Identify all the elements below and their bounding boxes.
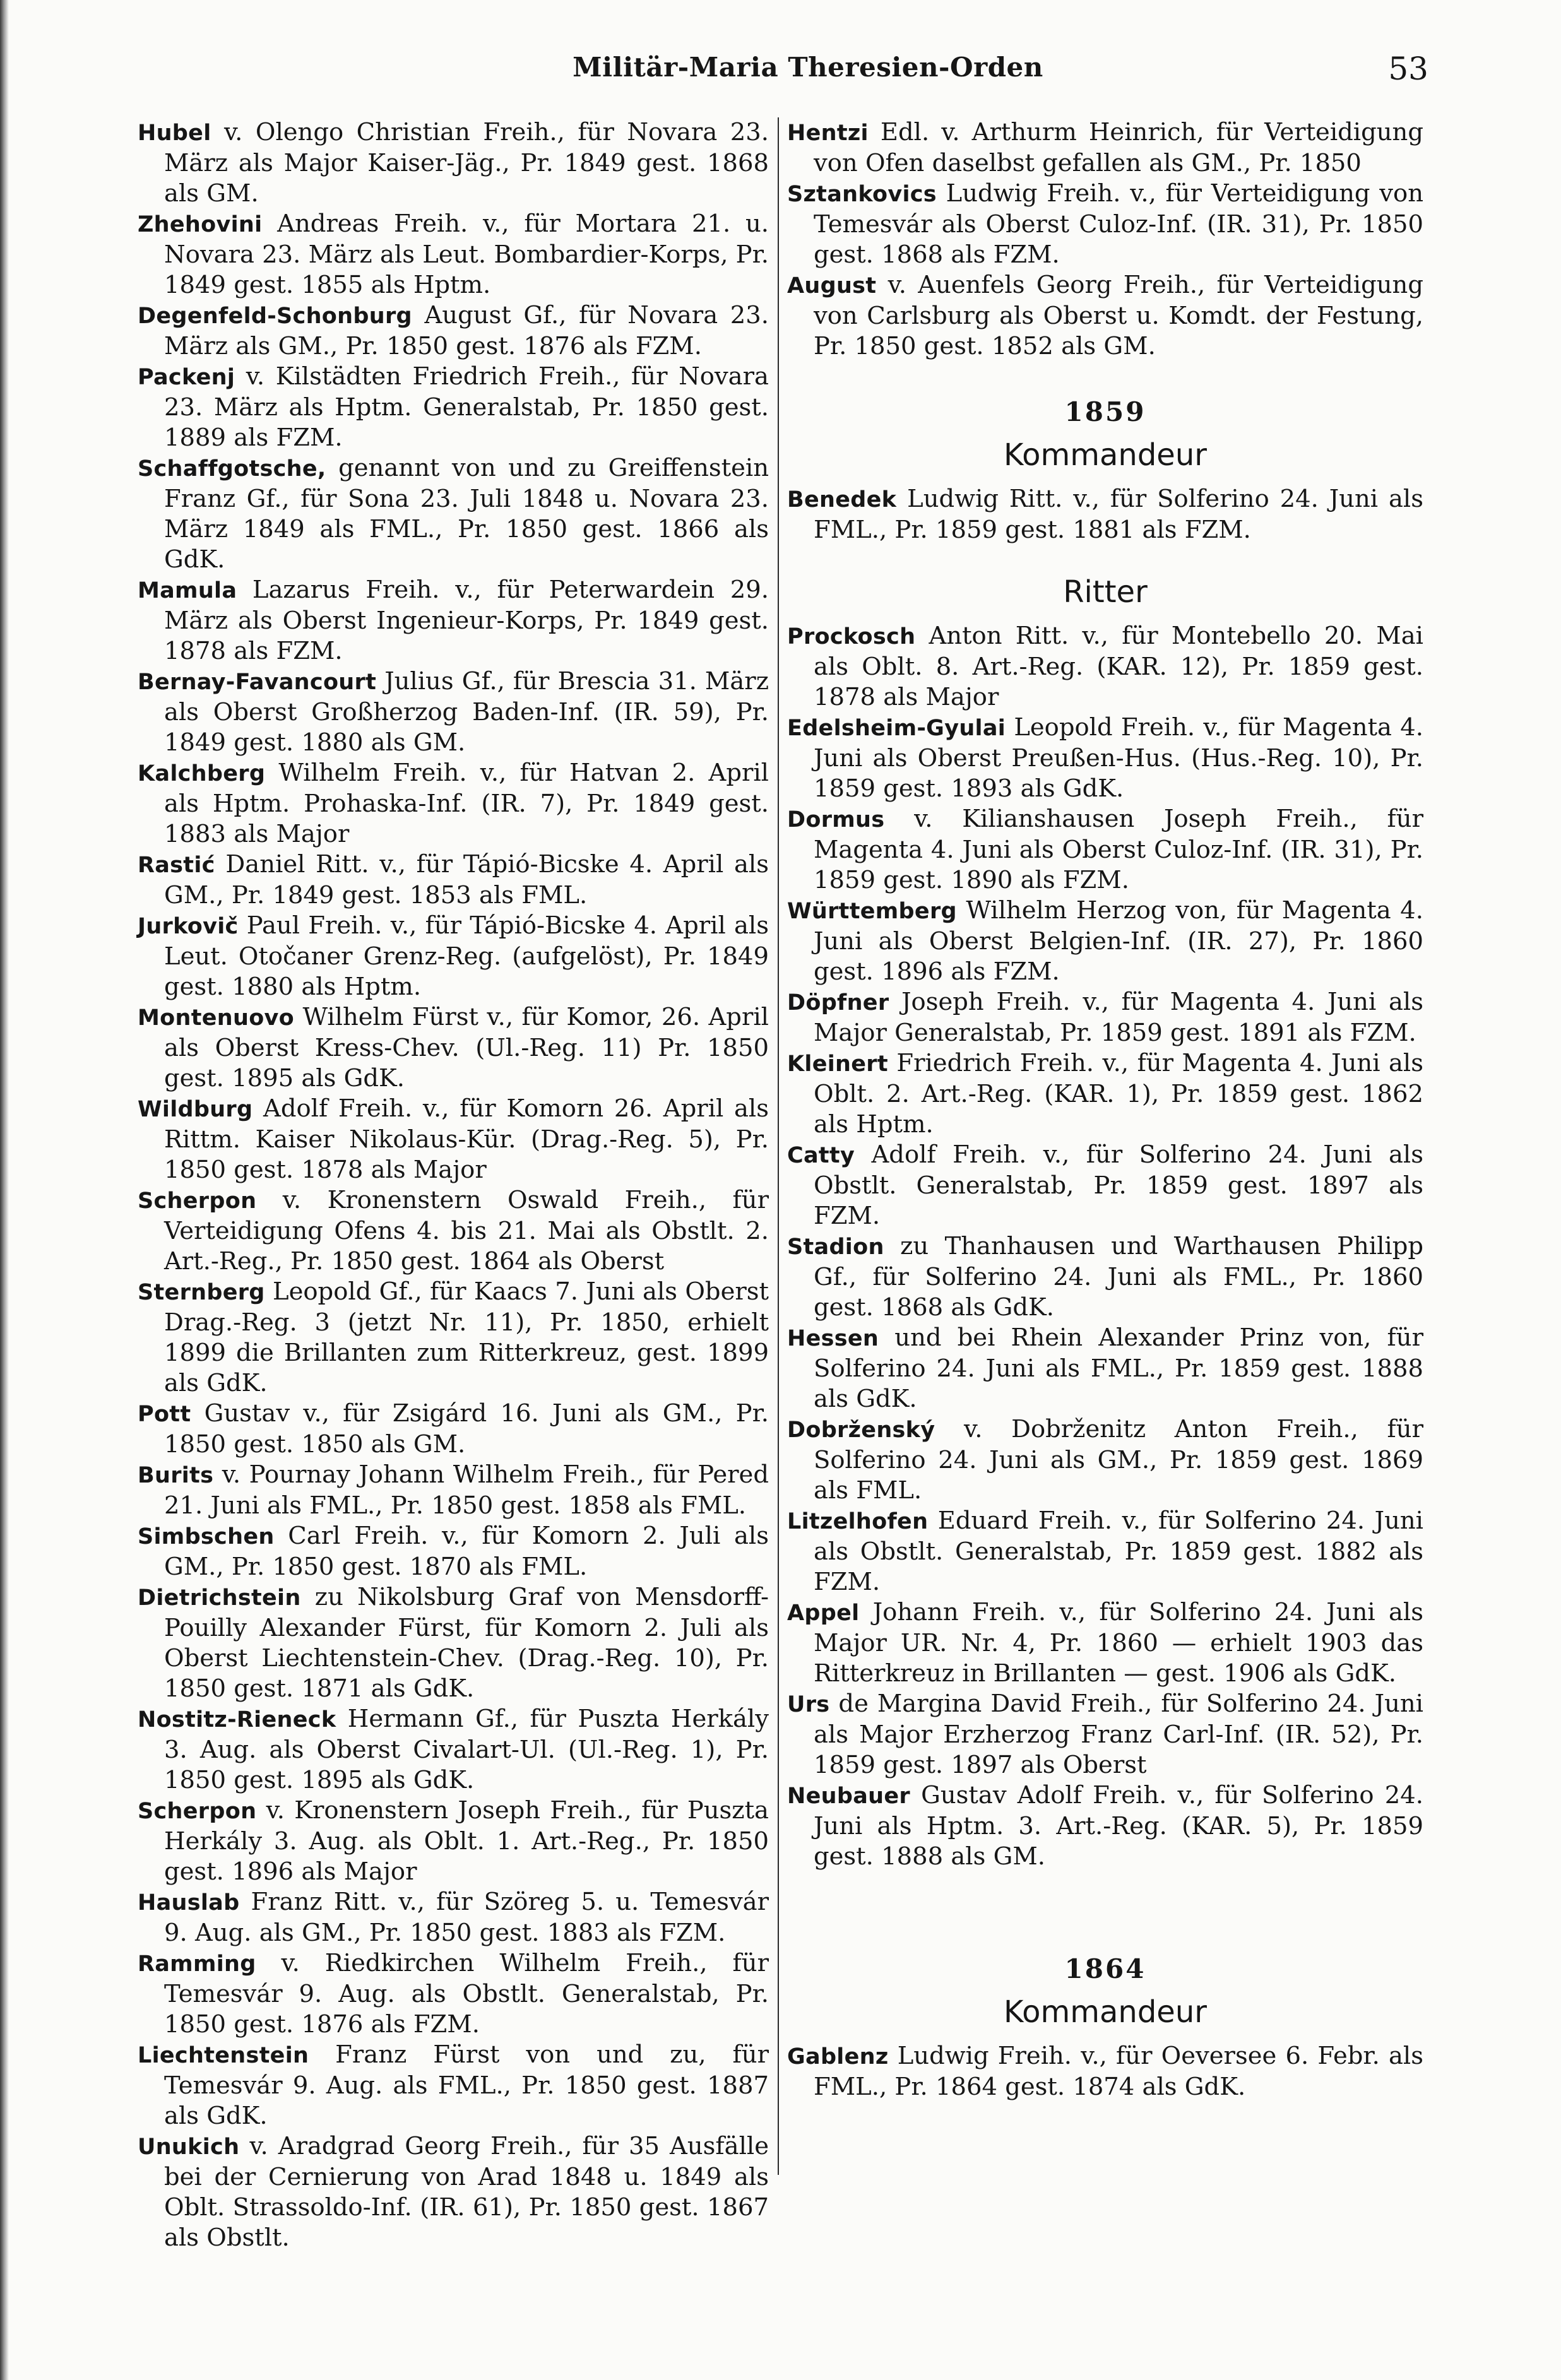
entry-text: Wilhelm Fürst v., für Komor, 26. April als Oberst Kress-Chev. (Ul.-Reg. 11) Pr. 1850 gest. 1895 als GdK. <box>164 1003 769 1092</box>
entry-text: Ludwig Freih. v., für Verteidigung von Temesvár als Oberst Culoz-Inf. (IR. 31), Pr. 1850 gest. 1868 als FZM. <box>814 179 1423 269</box>
entry-name: Liechtenstein <box>138 2043 309 2068</box>
entry-text: Adolf Freih. v., für Komorn 26. April als Rittm. Kaiser Nikolaus-Kür. (Drag.-Reg. 5), Pr. 1850 gest. 1878 als Major <box>164 1094 769 1184</box>
entry-text: Gustav Adolf Freih. v., für Solferino 24. Juni als Hptm. 3. Art.-Reg. (KAR. 5), Pr. 1859 gest. 1888 als GM. <box>814 1781 1423 1871</box>
entry-text: Ludwig Ritt. v., für Solferino 24. Juni als FML., Pr. 1859 gest. 1881 als FZM. <box>814 485 1423 544</box>
list-item <box>787 1323 1423 1414</box>
list-item <box>787 1048 1423 1140</box>
entry-name: Hessen <box>787 1326 879 1351</box>
entry-name: Urs <box>787 1692 830 1717</box>
entry-name: Ramming <box>138 1951 256 1977</box>
entry-name: Kalchberg <box>138 761 266 786</box>
entry-name: Nostitz-Rieneck <box>138 1707 336 1732</box>
list-item <box>787 2041 1423 2102</box>
right-column <box>787 117 1423 2102</box>
entry-text: genannt von und zu Greiffenstein Franz Gf., für Sona 23. Juli 1848 u. Novara 23. März 1849 als FML., Pr. 1850 gest. 1866 als GdK. <box>164 454 769 574</box>
list-item <box>138 1002 769 1094</box>
list-item <box>787 270 1423 362</box>
entry-text: Wilhelm Freih. v., für Hatvan 2. April als Hptm. Prohaska-Inf. (IR. 7), Pr. 1849 gest. 1883 als Major <box>164 759 769 848</box>
list-item <box>138 758 769 850</box>
entry-name: Pott <box>138 1402 191 1427</box>
entry-name: Wildburg <box>138 1097 253 1122</box>
list-item <box>138 209 769 300</box>
running-head: Militär-Maria Theresien-Orden <box>573 52 1043 83</box>
list-item <box>138 362 769 453</box>
entry-text: v. Kilstädten Friedrich Freih., für Novara 23. März als Hptm. Generalstab, Pr. 1850 gest. 1889 als FZM. <box>164 362 769 452</box>
entry-name: Litzelhofen <box>787 1509 929 1534</box>
ritter-1859-entries <box>787 621 1423 1872</box>
entry-name: Bernay-Favancourt <box>138 670 377 695</box>
entry-name: Packenj <box>138 365 235 390</box>
entry-text: Julius Gf., für Brescia 31. März als Oberst Großherzog Baden-Inf. (IR. 59), Pr. 1849 gest. 1880 als GM. <box>164 667 769 757</box>
entry-text: Franz Ritt. v., für Szöreg 5. u. Temesvár 9. Aug. als GM., Pr. 1850 gest. 1883 als FZM. <box>164 1888 769 1947</box>
kommandeur-1864-entries <box>787 2041 1423 2102</box>
entry-name: Benedek <box>787 487 897 512</box>
entry-name: Montenuovo <box>138 1005 294 1031</box>
entry-name: Hubel <box>138 121 211 146</box>
list-item <box>787 896 1423 987</box>
entry-name: Kleinert <box>787 1051 888 1077</box>
entry-name: Zhehovini <box>138 212 263 237</box>
entry-text: Edl. v. Arthurm Heinrich, für Verteidigung von Ofen daselbst gefallen als GM., Pr. 1850 <box>814 118 1423 177</box>
entry-name: Mamula <box>138 578 237 603</box>
list-item <box>787 1231 1423 1323</box>
entry-name: Edelsheim-Gyulai <box>787 716 1006 741</box>
entry-name: Stadion <box>787 1234 884 1260</box>
entry-name: Sternberg <box>138 1280 265 1305</box>
entry-text: Anton Ritt. v., für Montebello 20. Mai als Oblt. 8. Art.-Reg. (KAR. 12), Pr. 1859 gest. 1878 als Major <box>814 622 1423 711</box>
list-item <box>138 1277 769 1399</box>
list-item <box>138 1094 769 1185</box>
entry-name: Scherpon <box>138 1799 257 1824</box>
list-item <box>138 1521 769 1582</box>
right-top-entries <box>787 117 1423 362</box>
list-item <box>787 1780 1423 1872</box>
entry-name: Simbschen <box>138 1524 275 1549</box>
entry-text: und bei Rhein Alexander Prinz von, für Solferino 24. Juni als FML., Pr. 1859 gest. 1888 als GdK. <box>814 1323 1423 1413</box>
list-item <box>138 850 769 911</box>
entry-name: Döpfner <box>787 990 889 1015</box>
entry-text: Hermann Gf., für Puszta Herkály 3. Aug. als Oberst Civalart-Ul. (Ul.-Reg. 1), Pr. 1850 gest. 1895 als GdK. <box>164 1705 769 1794</box>
entry-name: Neubauer <box>787 1784 910 1809</box>
list-item <box>787 1597 1423 1689</box>
entry-name: Hentzi <box>787 121 869 146</box>
entry-text: v. Riedkirchen Wilhelm Freih., für Temesvár 9. Aug. als Obstlt. Generalstab, Pr. 1850 gest. 1876 als FZM. <box>164 1949 769 2039</box>
list-item <box>138 1460 769 1521</box>
section-heading-kommandeur-1864: Kommandeur <box>1004 1994 1207 2030</box>
entry-text: Lazarus Freih. v., für Peterwardein 29. März als Oberst Ingenieur-Korps, Pr. 1849 gest. 1878 als FZM. <box>164 576 769 665</box>
entry-text: v. Auenfels Georg Freih., für Verteidigung von Carlsburg als Oberst u. Komdt. der Festung, Pr. 1850 gest. 1852 als GM. <box>814 271 1423 360</box>
entry-text: Friedrich Freih. v., für Magenta 4. Juni als Oblt. 2. Art.-Reg. (KAR. 1), Pr. 1859 gest. 1862 als Hptm. <box>814 1049 1423 1139</box>
entry-text: August Gf., für Novara 23. März als GM., Pr. 1850 gest. 1876 als FZM. <box>164 301 769 360</box>
list-item <box>138 1887 769 1948</box>
entry-name: Württemberg <box>787 899 957 924</box>
entry-name: Prockosch <box>787 624 916 649</box>
list-item <box>138 300 769 362</box>
list-item <box>138 666 769 758</box>
entry-text: Wilhelm Herzog von, für Magenta 4. Juni als Oberst Belgien-Inf. (IR. 27), Pr. 1860 gest. 1896 als FZM. <box>814 896 1423 986</box>
page-number: 53 <box>1388 50 1428 87</box>
list-item <box>138 911 769 1002</box>
entry-text: Daniel Ritt. v., für Tápió-Bicske 4. April als GM., Pr. 1849 gest. 1853 als FML. <box>164 850 769 909</box>
entry-text: Paul Freih. v., für Tápió-Bicske 4. April als Leut. Otočaner Grenz-Reg. (aufgelöst), Pr. 1849 gest. 1880 als Hptm. <box>164 911 769 1001</box>
entry-name: Hauslab <box>138 1890 240 1915</box>
entry-text: Carl Freih. v., für Komorn 2. Juli als GM., Pr. 1850 gest. 1870 als FML. <box>164 1522 769 1581</box>
year-heading-1864: 1864 <box>1064 1953 1146 1984</box>
entry-name: Jurkovič <box>138 914 239 939</box>
left-column <box>138 117 769 2253</box>
entry-text: Adolf Freih. v., für Solferino 24. Juni als Obstlt. Generalstab, Pr. 1859 gest. 1897 als FZM. <box>814 1140 1423 1230</box>
entry-name: Dietrichstein <box>138 1585 301 1611</box>
page-edge-shadow <box>0 0 9 2380</box>
entry-text: de Margina David Freih., für Solferino 24. Juni als Major Erzherzog Franz Carl-Inf. (IR. 52), Pr. 1859 gest. 1897 als Oberst <box>814 1690 1423 1779</box>
list-item <box>138 1704 769 1796</box>
entry-text: v. Olengo Christian Freih., für Novara 23. März als Major Kaiser-Jäg., Pr. 1849 gest. 1868 als GM. <box>164 118 769 208</box>
entry-text: Ludwig Freih. v., für Oeversee 6. Febr. als FML., Pr. 1864 gest. 1874 als GdK. <box>814 2042 1423 2101</box>
list-item <box>787 179 1423 270</box>
list-item <box>138 1582 769 1704</box>
section-heading-ritter-1859: Ritter <box>1063 574 1148 610</box>
entry-name: August <box>787 273 877 299</box>
entry-name: Burits <box>138 1463 214 1488</box>
entry-text: Leopold Freih. v., für Magenta 4. Juni als Oberst Preußen-Hus. (Hus.-Reg. 10), Pr. 1859 gest. 1893 als GdK. <box>814 713 1423 803</box>
list-item <box>138 1185 769 1277</box>
list-item <box>787 1414 1423 1506</box>
entry-name: Appel <box>787 1601 860 1626</box>
entry-text: Andreas Freih. v., für Mortara 21. u. Novara 23. März als Leut. Bombardier-Korps, Pr. 1849 gest. 1855 als Hptm. <box>164 210 769 299</box>
list-item <box>138 1796 769 1887</box>
list-item <box>787 987 1423 1048</box>
list-item <box>138 575 769 666</box>
section-heading-kommandeur-1859: Kommandeur <box>1004 437 1207 473</box>
list-item <box>138 2131 769 2253</box>
entry-name: Rastić <box>138 853 215 878</box>
list-item <box>787 484 1423 545</box>
entry-text: v. Aradgrad Georg Freih., für 35 Ausfälle bei der Cernierung von Arad 1848 u. 1849 als Oblt. Strassoldo-Inf. (IR. 61), Pr. 1850 gest. 1867 als Obstlt. <box>164 2132 769 2252</box>
entry-name: Dormus <box>787 807 885 832</box>
entry-name: Catty <box>787 1143 855 1168</box>
entry-text: Franz Fürst von und zu, für Temesvár 9. Aug. als FML., Pr. 1850 gest. 1887 als GdK. <box>164 2040 769 2130</box>
list-item <box>138 1948 769 2040</box>
entry-text: Leopold Gf., für Kaacs 7. Juni als Oberst Drag.-Reg. 3 (jetzt Nr. 11), Pr. 1850, erhielt 1899 die Brillanten zum Ritterkreuz, gest. 1899 als GdK. <box>164 1277 769 1397</box>
entry-name: Sztankovics <box>787 182 937 207</box>
list-item <box>138 453 769 575</box>
entry-text: v. Kronenstern Joseph Freih., für Puszta Herkály 3. Aug. als Oblt. 1. Art.-Reg., Pr. 1850 gest. 1896 als Major <box>164 1796 769 1886</box>
list-item <box>787 804 1423 896</box>
entry-text: v. Kronenstern Oswald Freih., für Verteidigung Ofens 4. bis 21. Mai als Obstlt. 2. Art.-Reg., Pr. 1850 gest. 1864 als Oberst <box>164 1186 769 1276</box>
entry-text: Eduard Freih. v., für Solferino 24. Juni als Obstlt. Generalstab, Pr. 1859 gest. 1882 als FZM. <box>814 1507 1423 1596</box>
entry-name: Dobrženský <box>787 1418 935 1443</box>
entry-name: Gablenz <box>787 2044 889 2069</box>
entry-text: v. Dobrženitz Anton Freih., für Solferino 24. Juni als GM., Pr. 1859 gest. 1869 als FML. <box>814 1415 1423 1505</box>
entry-name: Degenfeld-Schonburg <box>138 304 412 329</box>
list-item <box>787 117 1423 179</box>
entry-name: Scherpon <box>138 1188 257 1214</box>
kommandeur-1859-entries <box>787 484 1423 545</box>
entry-text: zu Thanhausen und Warthausen Philipp Gf., für Solferino 24. Juni als FML., Pr. 1860 gest. 1868 als GdK. <box>814 1232 1423 1322</box>
year-heading-1859: 1859 <box>1064 396 1146 427</box>
entry-text: Joseph Freih. v., für Magenta 4. Juni als Major Generalstab, Pr. 1859 gest. 1891 als FZM. <box>814 988 1423 1047</box>
list-item <box>787 1140 1423 1231</box>
entry-text: v. Pournay Johann Wilhelm Freih., für Pered 21. Juni als FML., Pr. 1850 gest. 1858 als FML. <box>164 1460 769 1520</box>
column-divider <box>778 117 779 2175</box>
entry-text: zu Nikolsburg Graf von Mensdorff-Pouilly Alexander Fürst, für Komorn 2. Juli als Oberst Liechtenstein-Chev. (Drag.-Reg. 10), Pr. 1850 gest. 1871 als GdK. <box>164 1583 769 1703</box>
list-item <box>138 117 769 209</box>
entry-text: Gustav v., für Zsigárd 16. Juni als GM., Pr. 1850 gest. 1850 als GM. <box>164 1399 769 1459</box>
entry-text: v. Kilianshausen Joseph Freih., für Magenta 4. Juni als Oberst Culoz-Inf. (IR. 31), Pr. 1859 gest. 1890 als FZM. <box>814 805 1423 894</box>
list-item <box>787 1506 1423 1597</box>
entry-text: Johann Freih. v., für Solferino 24. Juni als Major UR. Nr. 4, Pr. 1860 — erhielt 1903 das Ritterkreuz in Brillanten — gest. 1906 als GdK. <box>814 1598 1423 1688</box>
list-item <box>787 713 1423 804</box>
list-item <box>138 1399 769 1460</box>
list-item <box>787 1689 1423 1780</box>
list-item <box>138 2040 769 2131</box>
entry-name: Schaffgotsche, <box>138 456 326 482</box>
entry-name: Unukich <box>138 2134 240 2160</box>
list-item <box>787 621 1423 713</box>
